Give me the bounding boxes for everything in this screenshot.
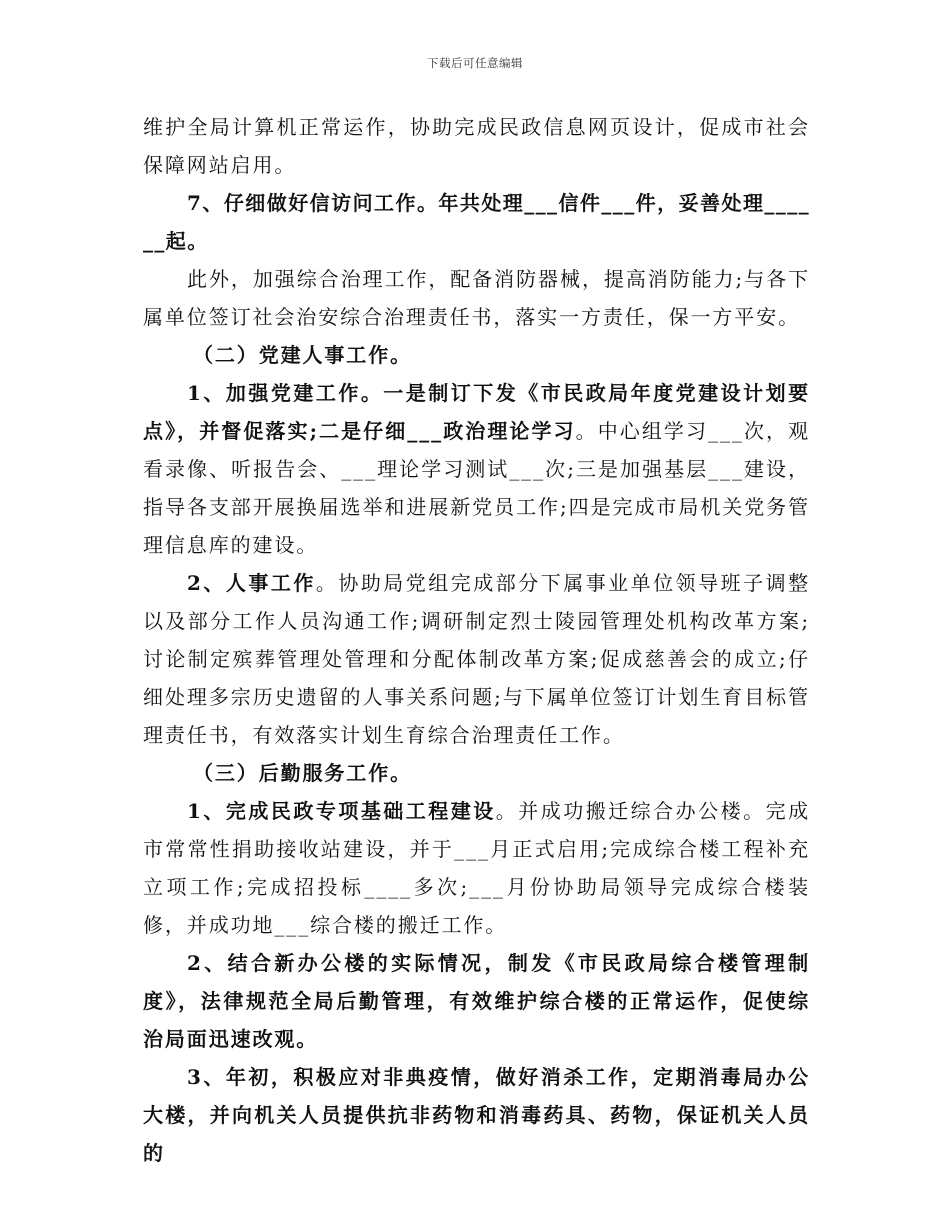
paragraph-personnel-work-body: 。协助局党组完成部分下属事业单位领导班子调整以及部分工作人员沟通工作;调研制定烈士陵园管理处机构改革方案;讨论制定殡葬管理处管理和分配体制改革方案;促成慈善会的成立;仔细处理多宗历史遗留的人事关系问题;与下属单位签订计划生育目标管理责任书，有效落实计划生育综合治理责任工作。 [143, 571, 810, 747]
paragraph-personnel-work-lead: 2、人事工作 [187, 571, 316, 595]
document-body [143, 108, 810, 1172]
section-heading-party-personnel: （二）党建人事工作。 [193, 343, 412, 367]
paragraph-sars-response: 3、年初，积极应对非典疫情，做好消杀工作，定期消毒局办公大楼，并向机关人员提供抗非药物和消毒药具、药物，保证机关人员的 [143, 1065, 810, 1165]
paragraph-party-building [143, 374, 810, 564]
paragraph-computer-maintenance: 维护全局计算机正常运作，协助完成民政信息网页设计，促成市社会保障网站启用。 [143, 115, 810, 177]
paragraph-infrastructure-body: 。并成功搬迁综合办公楼。完成市常常性捐助接收站建设，并于___月正式启用;完成综合楼工程补充立项工作;完成招投标____多次;___月份协助局领导完成综合楼装修，并成功地___综合楼的搬迁工作。 [143, 799, 810, 937]
paragraph-party-building-body: 。中心组学习___次，观看录像、听报告会、___理论学习测试___次;三是加强基层___建设，指导各支部开展换届选举和进展新党员工作;四是完成市局机关党务管理信息库的建设。 [143, 419, 810, 557]
paragraph-comprehensive-governance: 此外，加强综合治理工作，配备消防器械，提高消防能力;与各下属单位签订社会治安综合治理责任书，落实一方责任，保一方平安。 [143, 267, 810, 329]
section-heading-logistics: （三）后勤服务工作。 [193, 761, 412, 785]
header-note: 下载后可任意编辑 [427, 56, 523, 70]
paragraph-petition-work: 7、仔细做好信访问工作。年共处理___信件___件，妥善处理______起。 [143, 191, 810, 253]
paragraph-infrastructure [143, 792, 810, 944]
paragraph-party-building-lead: 1、加强党建工作。一是制订下发《市民政局年度党建设计划要点》，并督促落实;二是仔细___政治理论学习 [143, 381, 810, 443]
paragraph-building-management: 2、结合新办公楼的实际情况，制发《市民政局综合楼管理制度》，法律规范全局后勤管理，有效维护综合楼的正常运作，促使综治局面迅速改观。 [143, 951, 810, 1051]
paragraph-infrastructure-lead: 1、完成民政专项基础工程建设 [187, 799, 496, 823]
paragraph-personnel-work [143, 564, 810, 754]
